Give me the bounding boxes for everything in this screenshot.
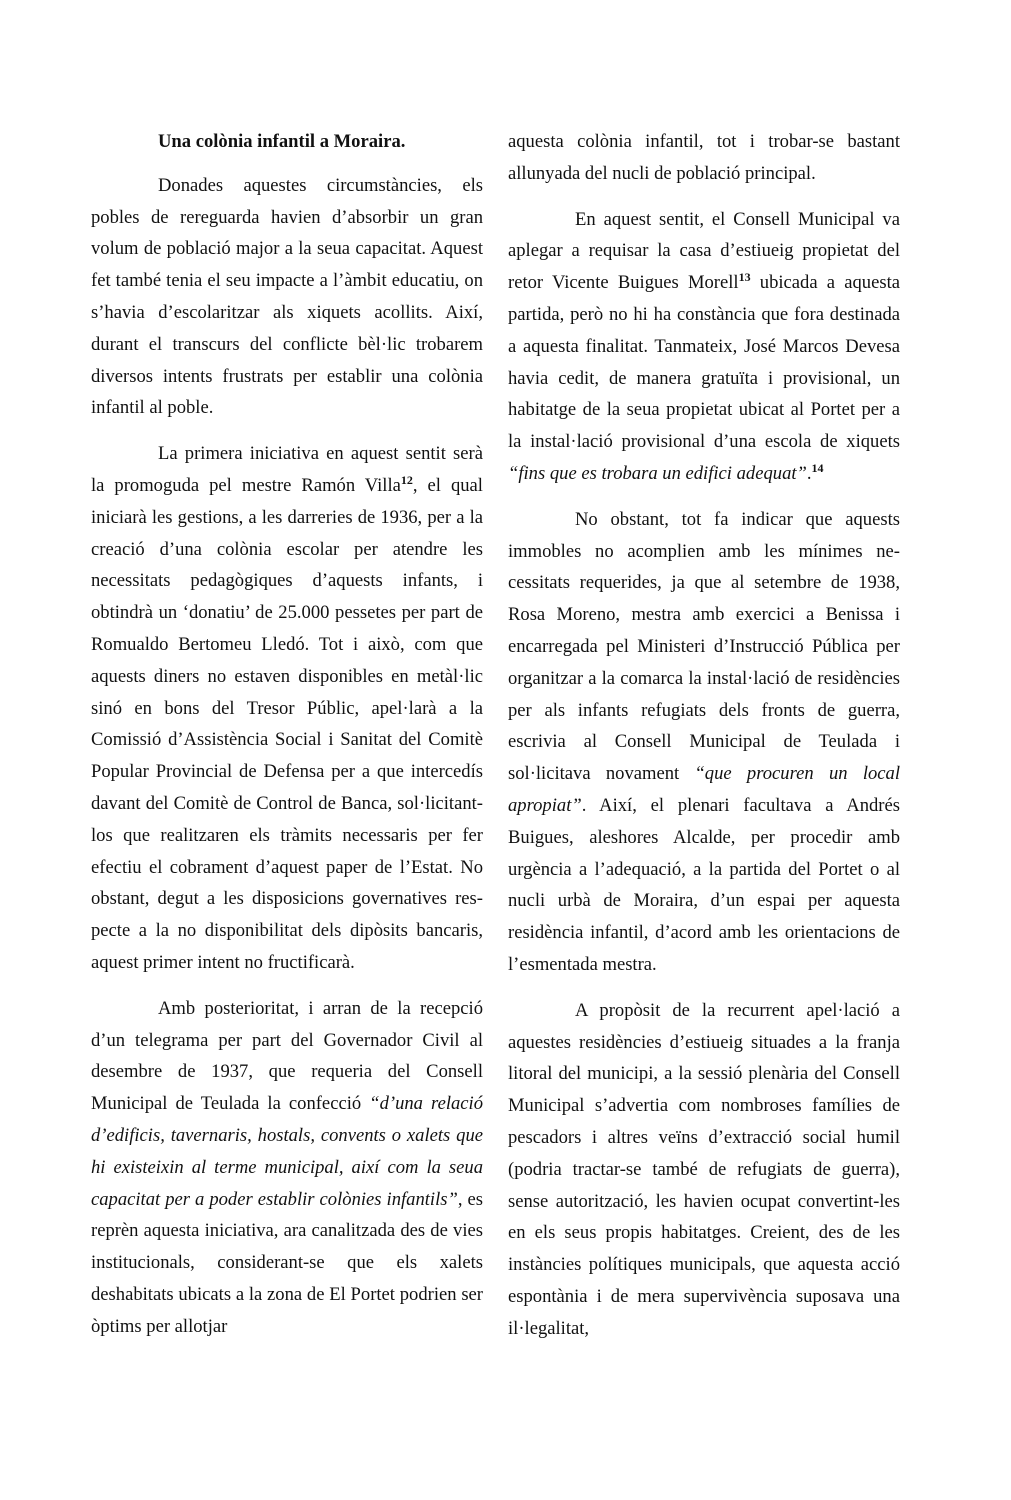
paragraph-text: A propòsit de la recurrent apel·lació a aquestes residències d’estiueig situades a la franja litoral del municipi, a la sessió plenària del Consell Municipal s’advertia com nombroses famílies de pescadors i altres veïns d’extracció social humil (podria tractar-se també de refugiats de guerra), sense autorització, les havien ocupat convertint-les en els seus propis habitatges. Creient, des de les instàncies polítiques municipals, que aquesta acció espontània i de mera supervivència suposava una il·legalitat, bbox=[508, 999, 900, 1339]
right-column bbox=[508, 126, 900, 1358]
paragraph-text: Amb posterioritat, i arran de la recepció d’un telegrama per part del Governador Civil al desembre de 1937, que requeria del Consell Municipal de Teulada la confecció bbox=[91, 997, 483, 1115]
paragraph-rosa-moreno bbox=[508, 504, 900, 981]
footnote-ref-14[interactable]: 14 bbox=[811, 460, 824, 475]
paragraph-text: ubicada a aquesta partida, però no hi ha constància que fora destinada a aquesta finalitat. Tanmateix, José Marcos Devesa havia cedit, de manera gratuïta i provisional, un habitatge de la seua propietat ubicat al Portet per a la instal·lació provisional d’una escola de xiquets bbox=[508, 272, 900, 453]
paragraph-later-initiative bbox=[91, 993, 483, 1343]
paragraph-text: La primera iniciativa en aquest sentit serà la promoguda pel mestre Ramón Villa bbox=[91, 443, 483, 496]
left-column bbox=[91, 126, 483, 1356]
footnote-ref-12[interactable]: 12 bbox=[400, 472, 413, 487]
paragraph-summer-residences bbox=[508, 995, 900, 1345]
paragraph-text: No obstant, tot fa indicar que aquests immobles no acomplien amb les mínimes necessitats requerides, ja que al setembre de 1938, Rosa Moreno, mestra amb exercici a Benissa i encarregada pel Ministeri d’Instrucció Pública per organitzar a la comarca la instal·lació de residències per als infants refugiats dels fronts de guerra, escrivia al Consell Municipal de Teulada i sol·licitava novament bbox=[508, 508, 900, 785]
paragraph-text: En aquest sentit, el Consell Municipal va aplegar a requisar la casa d’estiueig propietat del retor Vicente Buigues Morell bbox=[508, 208, 900, 294]
section-heading: Una colònia infantil a Moraira. bbox=[158, 131, 406, 152]
footnote-ref-13[interactable]: 13 bbox=[738, 270, 751, 284]
quoted-text: “fins que es trobara un edifici adequat” bbox=[508, 462, 807, 484]
paragraph-requisition bbox=[508, 204, 900, 490]
paragraph-text: . bbox=[806, 462, 812, 484]
quoted-text: “que procuren un local apropiat” bbox=[508, 763, 900, 816]
quoted-text: “d’una relació d’edificis, tavernaris, hostals, convents o xalets que hi existeixin al terme municipal, així com la seua capacitat per a poder establir colònies infantils” bbox=[91, 1093, 483, 1210]
paragraph-continuation bbox=[508, 126, 900, 190]
paragraph-text: aquesta colònia infantil, tot i trobar-se bastant allunyada del nucli de població principal. bbox=[508, 131, 900, 184]
paragraph-text: , el qual iniciarà les gestions, a les darreries de 1936, per a la creació d’una colònia escolar per atendre les necessitats pedagògiques d’aquests infants, i obtindrà un ‘donatiu’ de 25.000 pessetes per part de Romualdo Bertomeu Lledó. Tot i això, com que aquests diners no estaven disponibles en metàl·lic sinó en bons del Tresor Públic, apel·larà a la Comissió d’Assistència Social i Sanitat del Comitè Popular Provincial de Defensa per a que intercedís davant del Comitè de Control de Banca, sol·licitant-los que realitzaren els tràmits necessaris per fer efectiu el cobrament d’aquest paper de l’Estat. No obstant, degut a les disposicions governatives respecte a la no disponibilitat dels dipòsits bancaris, aquest primer intent no fructificarà. bbox=[91, 474, 483, 973]
paragraph-text: . Així, el plenari facultava a Andrés Buigues, aleshores Alcalde, per procedir amb urgència a l’adequació, a la partida del Portet o al nucli urbà de Moraira, d’un espai per aquesta residència infantil, d’acord amb les orientacions de l’esmentada mestra. bbox=[508, 794, 900, 975]
paragraph-text: Donades aquestes circumstàncies, els pobles de rereguarda havien d’absorbir un gran volum de població major a la seua capacitat. Aquest fet també tenia el seu impacte a l’àmbit educatiu, on s’havia d’escolaritzar als xiquets acollits. Així, durant el transcurs del conflicte bèl·lic trobarem diversos intents frustrats per establir una colònia infantil al poble. bbox=[91, 174, 483, 419]
paragraph-first-initiative bbox=[91, 438, 483, 979]
paragraph-circumstances bbox=[91, 170, 483, 424]
paragraph-text: , es reprèn aquesta iniciativa, ara canalitzada des de vies institucionals, considerant-se que els xalets deshabitats ubicats a la zona de El Portet podrien ser òptims per allotjar bbox=[91, 1188, 483, 1337]
